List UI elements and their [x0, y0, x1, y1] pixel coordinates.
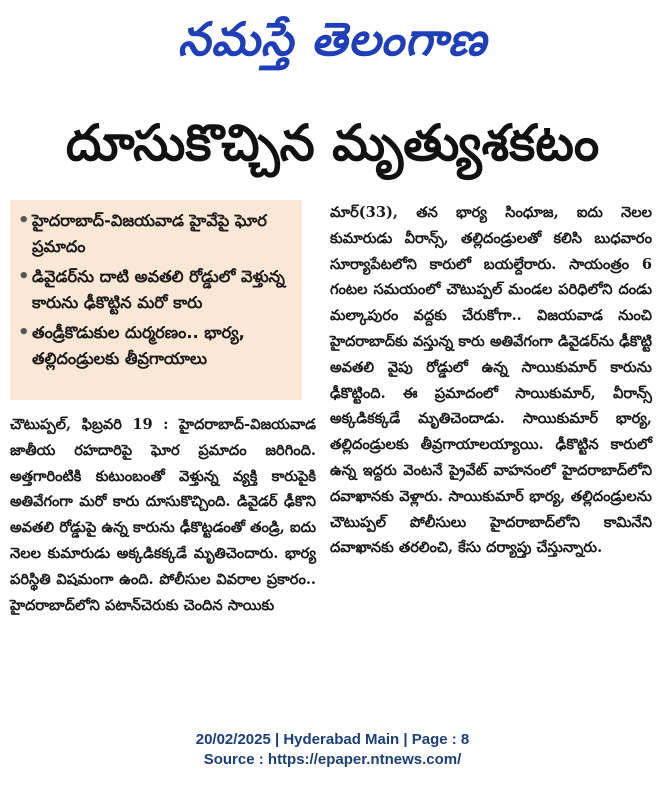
article-dateline: చౌటుప్పల్, ఫిబ్రవరి 19 :: [10, 416, 169, 433]
page-footer: [0, 730, 665, 770]
article-headline: దూసుకొచ్చిన మృత్యుశకటం: [65, 114, 600, 172]
masthead-logo: నమస్తే తెలంగాణ: [177, 12, 488, 66]
article-text-left: హైదరాబాద్-విజయవాడ జాతీయ రహదారిపై ఘోర ప్రమాదం జరిగింది. అత్తగారింటికి కుటుంబంతో వెళ్తున్న వ్యక్తి కారుపైకి అతివేగంగా మరో కారు దూసుకొచ్చింది. డివైడర్ ఢీకొని అవతలి రోడ్డుపై ఉన్న కారును ఢీకొట్టడంతో తండ్రి, ఐదు నెలల కుమారుడు అక్కడికక్కడే మృతిచెందారు. భార్య పరిస్థితి విషమంగా ఉంది. పోలీసుల వివరాల ప్రకారం.. హైదరాబాద్‌లోని పటాన్‌చెరుకు చెందిన సాయికు: [10, 416, 316, 614]
highlight-item: [18, 208, 296, 260]
bullet-icon: •: [18, 210, 30, 231]
right-column: [330, 200, 652, 561]
footer-edition-info: 20/02/2025 | Hyderabad Main | Page : 8: [195, 731, 470, 748]
highlight-text: హైదరాబాద్-విజయవాడ హైవేపై ఘోర ప్రమాదం: [32, 211, 267, 256]
highlight-item: [18, 320, 296, 372]
bullet-icon: •: [18, 322, 30, 343]
highlight-text: డివైడర్‌ను దాటి అవతలి రోడ్డులో వెళ్తున్న కారును ఢీకొట్టిన మరో కారు: [32, 267, 285, 312]
highlights-box: [10, 200, 302, 400]
highlight-item: [18, 264, 296, 316]
highlight-text: తండ్రీకొడుకుల దుర్మరణం.. భార్య, తల్లిదండ్రులకు తీవ్రగాయాలు: [32, 323, 245, 368]
article-body-left: [10, 412, 316, 618]
article-body-right: మార్(33), తన భార్య సింధూజ, ఐదు నెలల కుమారుడు వీరాన్స్, తల్లిదండ్రులతో కలిసి బుధవారం సూర్యాపేటలోని కారులో బయల్దేరారు. సాయంత్రం 6 గంటల సమయంలో చౌటుప్పల్ మండల పరిధిలోని దండు మల్కాపురం వద్దకు చేరుకోగా.. విజయవాడ నుంచి హైదరాబాద్‌కు వస్తున్న కారు అతివేగంగా డివైడర్‌ను ఢీకొట్టి అవతలి వైపు రోడ్డులో ఉన్న సాయికుమార్ కారును ఢీకొట్టింది. ఈ ప్రమాదంలో సాయికుమార్, వీరాన్స్ అక్కడికక్కడే మృతిచెందాడు. సాయికుమార్ భార్య, తల్లిదండ్రులకు తీవ్రగాయాలయ్యాయి. ఢీకొట్టిన కారులో ఉన్న ఇద్దరు వెంటనే ప్రైవేట్ వాహనంలో హైదరాబాద్‌లోని దవాఖానకు వెళ్లారు. సాయికుమార్ భార్య, తల్లిదండ్రులను చౌటుప్పల్ పోలీసులు హైదరాబాద్‌లోని కామినేని దవాఖానకు తరలించి, కేసు దర్యాప్తు చేస్తున్నారు.: [330, 204, 652, 557]
footer-source: Source : https://epaper.ntnews.com/: [203, 751, 462, 768]
left-column: [10, 200, 316, 618]
bullet-icon: •: [18, 266, 30, 287]
